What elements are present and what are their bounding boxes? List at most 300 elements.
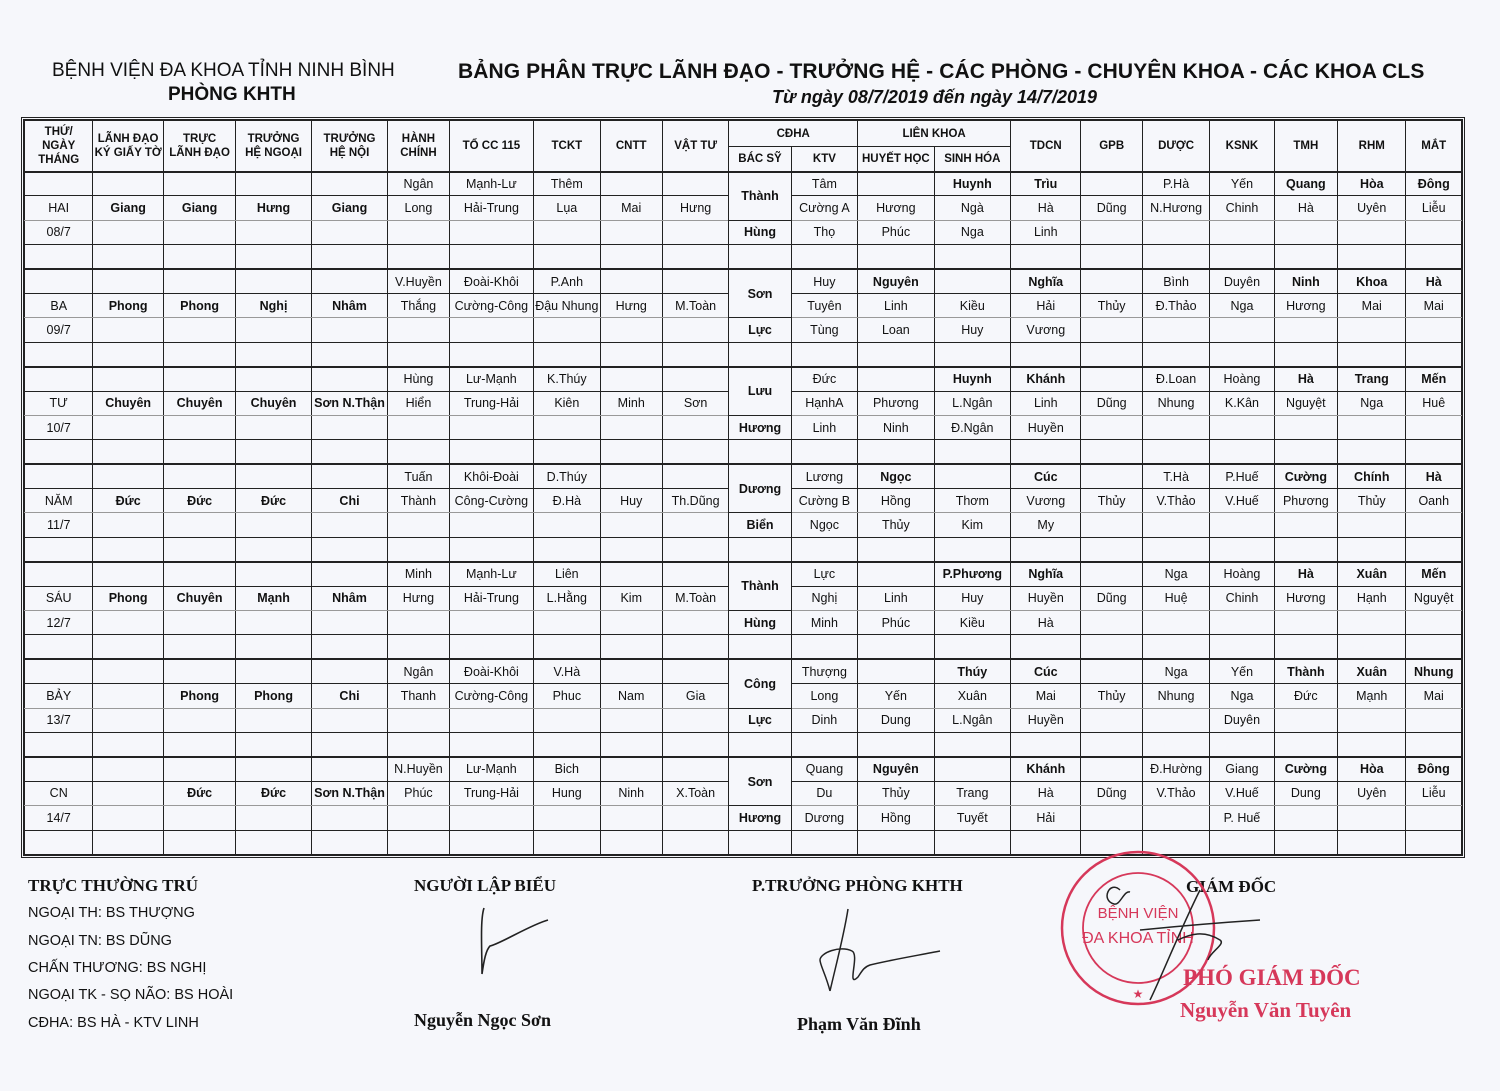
it-cell: Kim xyxy=(600,586,662,610)
day-name: HAI xyxy=(25,196,93,220)
empty-cell xyxy=(858,537,934,561)
dental-cell: Chính xyxy=(1338,464,1406,488)
empty-cell xyxy=(1338,440,1406,464)
empty-cell xyxy=(662,440,728,464)
empty-cell xyxy=(600,318,662,342)
empty-cell xyxy=(163,172,235,196)
empty-cell xyxy=(600,732,662,756)
admin-cell xyxy=(388,513,449,537)
admin-cell xyxy=(388,708,449,732)
ksnk-cell xyxy=(1210,513,1274,537)
ksnk-cell: Chinh xyxy=(1210,196,1274,220)
empty-cell xyxy=(600,611,662,635)
empty-cell xyxy=(93,562,163,586)
empty-cell xyxy=(1406,245,1462,269)
empty-cell xyxy=(1142,245,1209,269)
day-name: NĂM xyxy=(25,489,93,513)
eye-cell: Nhung xyxy=(1406,659,1462,683)
svg-text:BỆNH VIỆN: BỆNH VIỆN xyxy=(1097,905,1179,922)
empty-cell xyxy=(1210,635,1274,659)
ksnk-cell: V.Huế xyxy=(1210,781,1274,805)
imaging-tech-cell: Huy xyxy=(791,269,857,293)
leader-cell: Sơn N.Thận xyxy=(311,391,387,415)
tdcn-cell: Vương xyxy=(1011,318,1081,342)
empty-cell xyxy=(1274,830,1337,854)
eye-cell: Mai xyxy=(1406,293,1462,317)
ent-cell: Quang xyxy=(1274,172,1337,196)
gpb-cell: Thủy xyxy=(1081,293,1142,317)
emergency-cell: Lư-Mạnh xyxy=(449,367,534,391)
empty-cell xyxy=(1081,367,1142,391)
emergency-cell: Trung-Hải xyxy=(449,391,534,415)
empty-cell xyxy=(1274,513,1337,537)
empty-cell xyxy=(1142,440,1209,464)
day-cell xyxy=(25,367,93,391)
col-header-emergency: TỔ CC 115 xyxy=(449,121,534,172)
empty-cell xyxy=(600,708,662,732)
ent-cell: Hà xyxy=(1274,562,1337,586)
tdcn-cell: Cúc xyxy=(1011,464,1081,488)
admin-cell: Hưng xyxy=(388,586,449,610)
empty-cell xyxy=(1210,342,1274,366)
pharmacy-cell: V.Thảo xyxy=(1142,489,1209,513)
finance-cell: K.Thúy xyxy=(534,367,600,391)
empty-cell xyxy=(858,245,934,269)
empty-cell xyxy=(236,513,311,537)
empty-cell xyxy=(534,537,600,561)
roster-row xyxy=(25,830,1462,854)
empty-cell xyxy=(236,342,311,366)
leader-cell xyxy=(93,684,163,708)
ent-cell: Cường xyxy=(1274,464,1337,488)
ksnk-cell: P.Huế xyxy=(1210,464,1274,488)
director-title: GIÁM ĐỐC xyxy=(1186,877,1277,896)
supplies-cell: M.Toàn xyxy=(662,293,728,317)
on-call-title: TRỰC THƯỜNG TRÚ xyxy=(28,876,199,895)
biochemistry-cell: Huy xyxy=(934,318,1010,342)
empty-cell xyxy=(600,562,662,586)
empty-cell xyxy=(600,172,662,196)
imaging-tech-cell: Tùng xyxy=(791,318,857,342)
leader-cell: Phong xyxy=(163,684,235,708)
empty-cell xyxy=(791,245,857,269)
roster-row xyxy=(25,269,1462,293)
pharmacy-cell: Bình xyxy=(1142,269,1209,293)
tdcn-cell: Huyền xyxy=(1011,586,1081,610)
biochemistry-cell: Huynh xyxy=(934,172,1010,196)
empty-cell xyxy=(934,342,1010,366)
empty-cell xyxy=(163,342,235,366)
empty-cell xyxy=(388,245,449,269)
empty-cell xyxy=(93,635,163,659)
tdcn-cell: Nghĩa xyxy=(1011,562,1081,586)
empty-cell xyxy=(791,635,857,659)
empty-cell xyxy=(93,269,163,293)
empty-cell xyxy=(1081,172,1142,196)
empty-cell xyxy=(729,732,791,756)
empty-cell xyxy=(1142,513,1209,537)
empty-cell xyxy=(93,318,163,342)
empty-cell xyxy=(236,220,311,244)
empty-cell xyxy=(1081,245,1142,269)
empty-cell xyxy=(1142,220,1209,244)
empty-cell xyxy=(311,562,387,586)
hematology-cell: Yến xyxy=(858,684,934,708)
empty-cell xyxy=(311,172,387,196)
eye-cell: Liễu xyxy=(1406,781,1462,805)
empty-cell xyxy=(1406,342,1462,366)
biochemistry-cell: Huy xyxy=(934,586,1010,610)
ksnk-cell: K.Kân xyxy=(1210,391,1274,415)
empty-cell xyxy=(662,611,728,635)
empty-cell xyxy=(1081,611,1142,635)
leader-cell: Hưng xyxy=(236,196,311,220)
hematology-cell: Thủy xyxy=(858,781,934,805)
gpb-cell: Dũng xyxy=(1081,586,1142,610)
ent-cell: Hương xyxy=(1274,586,1337,610)
empty-cell xyxy=(163,318,235,342)
empty-cell xyxy=(311,806,387,830)
emergency-cell: Mạnh-Lư xyxy=(449,562,534,586)
roster-row xyxy=(25,708,1462,732)
empty-cell xyxy=(1210,245,1274,269)
empty-cell xyxy=(600,537,662,561)
ent-cell: Phương xyxy=(1274,489,1337,513)
empty-cell xyxy=(662,537,728,561)
empty-cell xyxy=(858,635,934,659)
day-cell xyxy=(25,464,93,488)
empty-cell xyxy=(600,757,662,781)
eye-cell: Mến xyxy=(1406,367,1462,391)
imaging-doctor-cell: Công xyxy=(729,659,791,708)
empty-cell xyxy=(662,415,728,439)
empty-cell xyxy=(600,367,662,391)
empty-cell xyxy=(1406,318,1462,342)
emergency-cell: Mạnh-Lư xyxy=(449,172,534,196)
imaging-tech-cell: Thượng xyxy=(791,659,857,683)
roster-row xyxy=(25,318,1462,342)
empty-cell xyxy=(1011,635,1081,659)
empty-cell xyxy=(934,537,1010,561)
biochemistry-cell: Xuân xyxy=(934,684,1010,708)
leader-cell: Chuyên xyxy=(163,391,235,415)
col-header-hematology: HUYẾT HỌC xyxy=(858,147,934,172)
imaging-tech-cell: Ngọc xyxy=(791,513,857,537)
preparer-name: Nguyễn Ngọc Sơn xyxy=(414,1010,551,1030)
imaging-tech-cell: Nghị xyxy=(791,586,857,610)
supplies-cell: Sơn xyxy=(662,391,728,415)
imaging-doctor-cell: Biển xyxy=(729,513,791,537)
empty-cell xyxy=(311,318,387,342)
empty-cell xyxy=(163,708,235,732)
hematology-cell: Phương xyxy=(858,391,934,415)
tdcn-cell: Hà xyxy=(1011,781,1081,805)
empty-cell xyxy=(1406,537,1462,561)
imaging-doctor-cell: Hương xyxy=(729,806,791,830)
ksnk-cell: Yến xyxy=(1210,172,1274,196)
pharmacy-cell: Đ.Loan xyxy=(1142,367,1209,391)
empty-cell xyxy=(236,537,311,561)
tdcn-cell: Hải xyxy=(1011,293,1081,317)
day-cell xyxy=(25,659,93,683)
leader-cell: Đức xyxy=(163,781,235,805)
day-cell xyxy=(25,537,93,561)
finance-cell: Đ.Hà xyxy=(534,489,600,513)
admin-cell: Thành xyxy=(388,489,449,513)
empty-cell xyxy=(1406,513,1462,537)
empty-cell xyxy=(1011,732,1081,756)
imaging-doctor-cell: Hương xyxy=(729,415,791,439)
eye-cell: Hà xyxy=(1406,269,1462,293)
empty-cell xyxy=(93,513,163,537)
empty-cell xyxy=(1081,806,1142,830)
leader-cell xyxy=(93,781,163,805)
empty-cell xyxy=(93,415,163,439)
empty-cell xyxy=(236,635,311,659)
day-cell xyxy=(25,172,93,196)
empty-cell xyxy=(1274,440,1337,464)
ksnk-cell: Hoàng xyxy=(1210,367,1274,391)
finance-cell xyxy=(534,220,600,244)
empty-cell xyxy=(662,245,728,269)
day-date: 08/7 xyxy=(25,220,93,244)
imaging-doctor-cell: Lưu xyxy=(729,367,791,416)
col-header-leader-duty: TRỰC LÃNH ĐẠO xyxy=(163,121,235,172)
supplies-cell: M.Toàn xyxy=(662,586,728,610)
pharmacy-cell: Nhung xyxy=(1142,684,1209,708)
pharmacy-cell: Đ.Thảo xyxy=(1142,293,1209,317)
empty-cell xyxy=(729,342,791,366)
gpb-cell: Thủy xyxy=(1081,489,1142,513)
empty-cell xyxy=(858,440,934,464)
empty-cell xyxy=(534,732,600,756)
imaging-doctor-cell: Sơn xyxy=(729,757,791,806)
leader-cell: Chi xyxy=(311,684,387,708)
hematology-cell: Nguyên xyxy=(858,269,934,293)
biochemistry-cell: Huynh xyxy=(934,367,1010,391)
ent-cell: Hà xyxy=(1274,367,1337,391)
eye-cell: Nguyệt xyxy=(1406,586,1462,610)
empty-cell xyxy=(1011,245,1081,269)
emergency-cell: Khôi-Đoài xyxy=(449,464,534,488)
empty-cell xyxy=(93,440,163,464)
empty-cell xyxy=(1338,708,1406,732)
tdcn-cell: Hải xyxy=(1011,806,1081,830)
empty-cell xyxy=(1406,440,1462,464)
tdcn-cell: My xyxy=(1011,513,1081,537)
empty-cell xyxy=(791,342,857,366)
admin-cell xyxy=(388,611,449,635)
empty-cell xyxy=(1081,464,1142,488)
empty-cell xyxy=(236,318,311,342)
ent-cell: Ninh xyxy=(1274,269,1337,293)
supplies-cell: Gia xyxy=(662,684,728,708)
finance-cell: Thêm xyxy=(534,172,600,196)
empty-cell xyxy=(311,342,387,366)
roster-row xyxy=(25,220,1462,244)
roster-row xyxy=(25,342,1462,366)
deputy-head-signature xyxy=(790,905,940,995)
day-cell xyxy=(25,757,93,781)
empty-cell xyxy=(163,440,235,464)
eye-cell: Mến xyxy=(1406,562,1462,586)
ksnk-cell: Giang xyxy=(1210,757,1274,781)
roster-row xyxy=(25,513,1462,537)
leader-cell: Giang xyxy=(311,196,387,220)
leader-cell: Chi xyxy=(311,489,387,513)
tdcn-cell: Khánh xyxy=(1011,367,1081,391)
empty-cell xyxy=(534,342,600,366)
biochemistry-cell: Đ.Ngân xyxy=(934,415,1010,439)
empty-cell xyxy=(1142,318,1209,342)
empty-cell xyxy=(236,830,311,854)
hematology-cell: Dung xyxy=(858,708,934,732)
empty-cell xyxy=(1274,415,1337,439)
empty-cell xyxy=(1406,611,1462,635)
empty-cell xyxy=(236,245,311,269)
empty-cell xyxy=(1274,732,1337,756)
department-name: PHÒNG KHTH xyxy=(168,84,296,105)
on-call-item: NGOẠI TH: BS THƯỢNG xyxy=(28,905,195,921)
ksnk-cell xyxy=(1210,611,1274,635)
supplies-cell: X.Toàn xyxy=(662,781,728,805)
hematology-cell: Ngọc xyxy=(858,464,934,488)
empty-cell xyxy=(1142,415,1209,439)
empty-cell xyxy=(600,464,662,488)
ent-cell: Hương xyxy=(1274,293,1337,317)
col-header-dental: RHM xyxy=(1338,121,1406,172)
empty-cell xyxy=(934,635,1010,659)
emergency-cell xyxy=(449,806,534,830)
empty-cell xyxy=(934,830,1010,854)
empty-cell xyxy=(1210,732,1274,756)
tdcn-cell: Linh xyxy=(1011,220,1081,244)
finance-cell xyxy=(534,513,600,537)
leader-cell: Đức xyxy=(163,489,235,513)
roster-row xyxy=(25,245,1462,269)
empty-cell xyxy=(388,440,449,464)
hematology-cell: Hương xyxy=(858,196,934,220)
empty-cell xyxy=(236,757,311,781)
col-header-doctor: BÁC SỸ xyxy=(729,147,791,172)
empty-cell xyxy=(1081,415,1142,439)
dental-cell: Hòa xyxy=(1338,172,1406,196)
imaging-tech-cell: Dương xyxy=(791,806,857,830)
empty-cell xyxy=(791,537,857,561)
empty-cell xyxy=(449,830,534,854)
empty-cell xyxy=(791,732,857,756)
dental-cell: Mai xyxy=(1338,293,1406,317)
hematology-cell: Ninh xyxy=(858,415,934,439)
finance-cell: Bich xyxy=(534,757,600,781)
eye-cell: Liễu xyxy=(1406,196,1462,220)
leader-cell: Phong xyxy=(93,293,163,317)
ksnk-cell: Nga xyxy=(1210,684,1274,708)
empty-cell xyxy=(1338,318,1406,342)
hematology-cell: Nguyên xyxy=(858,757,934,781)
admin-cell: Phúc xyxy=(388,781,449,805)
empty-cell xyxy=(1406,415,1462,439)
admin-cell: Tuấn xyxy=(388,464,449,488)
day-name: CN xyxy=(25,781,93,805)
col-header-ksnk: KSNK xyxy=(1210,121,1274,172)
empty-cell xyxy=(1081,220,1142,244)
it-cell: Huy xyxy=(600,489,662,513)
finance-cell: Phuc xyxy=(534,684,600,708)
imaging-tech-cell: Thọ xyxy=(791,220,857,244)
empty-cell xyxy=(1274,635,1337,659)
day-cell xyxy=(25,562,93,586)
empty-cell xyxy=(93,757,163,781)
tdcn-cell: Cúc xyxy=(1011,659,1081,683)
empty-cell xyxy=(236,708,311,732)
finance-cell xyxy=(534,318,600,342)
empty-cell xyxy=(858,732,934,756)
hematology-cell xyxy=(858,172,934,196)
empty-cell xyxy=(1274,806,1337,830)
hematology-cell xyxy=(858,367,934,391)
tdcn-cell: Hà xyxy=(1011,611,1081,635)
document-title: BẢNG PHÂN TRỰC LÃNH ĐẠO - TRƯỞNG HỆ - CÁC PHÒNG - CHUYÊN KHOA - CÁC KHOA CLS xyxy=(458,60,1425,83)
empty-cell xyxy=(600,269,662,293)
day-name: BẢY xyxy=(25,684,93,708)
empty-cell xyxy=(934,245,1010,269)
day-cell xyxy=(25,830,93,854)
leader-cell: Nhâm xyxy=(311,293,387,317)
col-header-surgery-head: TRƯỞNG HỆ NGOẠI xyxy=(236,121,311,172)
it-cell: Minh xyxy=(600,391,662,415)
finance-cell: P.Anh xyxy=(534,269,600,293)
empty-cell xyxy=(388,537,449,561)
empty-cell xyxy=(1338,611,1406,635)
finance-cell xyxy=(534,415,600,439)
empty-cell xyxy=(600,635,662,659)
empty-cell xyxy=(729,830,791,854)
emergency-cell xyxy=(449,708,534,732)
empty-cell xyxy=(934,732,1010,756)
admin-cell: Thắng xyxy=(388,293,449,317)
imaging-doctor-cell: Dương xyxy=(729,464,791,513)
biochemistry-cell xyxy=(934,464,1010,488)
empty-cell xyxy=(1081,635,1142,659)
empty-cell xyxy=(311,611,387,635)
finance-cell: D.Thúy xyxy=(534,464,600,488)
empty-cell xyxy=(93,172,163,196)
dental-cell: Khoa xyxy=(1338,269,1406,293)
empty-cell xyxy=(236,659,311,683)
empty-cell xyxy=(1274,342,1337,366)
leader-cell: Phong xyxy=(236,684,311,708)
empty-cell xyxy=(449,440,534,464)
biochemistry-cell: Tuyết xyxy=(934,806,1010,830)
empty-cell xyxy=(1081,708,1142,732)
leader-cell: Đức xyxy=(93,489,163,513)
admin-cell: V.Huyền xyxy=(388,269,449,293)
empty-cell xyxy=(1210,830,1274,854)
ksnk-cell xyxy=(1210,220,1274,244)
on-call-item: CĐHA: BS HÀ - KTV LINH xyxy=(28,1015,199,1031)
col-header-finance: TCKT xyxy=(534,121,600,172)
empty-cell xyxy=(1406,806,1462,830)
empty-cell xyxy=(858,830,934,854)
finance-cell: Đậu Nhung xyxy=(534,293,600,317)
col-header-it: CNTT xyxy=(600,121,662,172)
empty-cell xyxy=(311,440,387,464)
emergency-cell xyxy=(449,220,534,244)
col-header-lab: LIÊN KHOA xyxy=(858,121,1011,147)
empty-cell xyxy=(236,172,311,196)
emergency-cell xyxy=(449,513,534,537)
